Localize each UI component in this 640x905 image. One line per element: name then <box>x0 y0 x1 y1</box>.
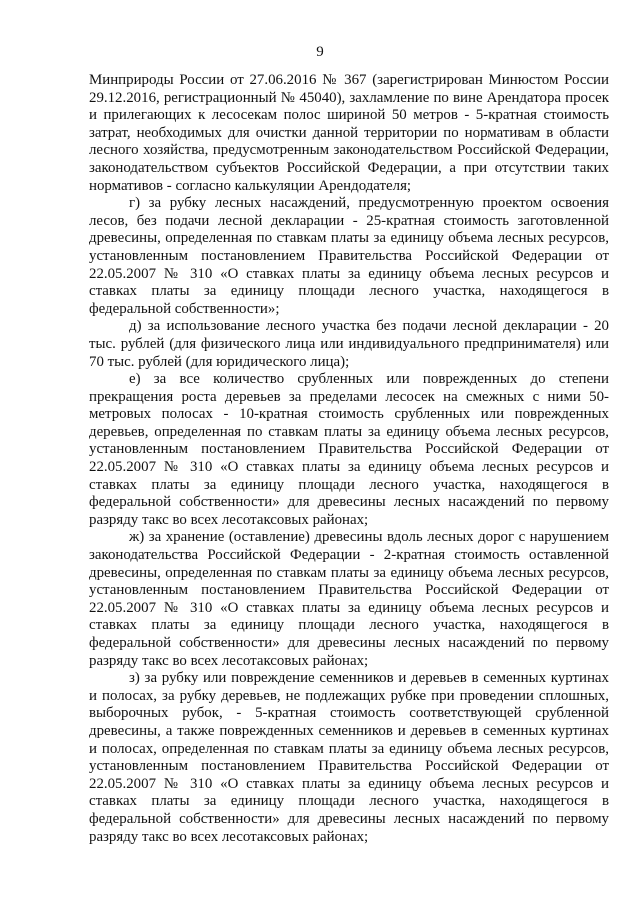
paragraph-item-g: г) за рубку лесных насаждений, предусмотренную проектом освоения лесов, без подачи лесной декларации - 25-кратная стоимость заготовленной древесины, определенная по ставкам платы за единицу объема лесных ресурсов, установленным постановлением Правительства Российской Федерации от 22.05.2007 № 310 «О ставках платы за единицу объема лесных ресурсов и ставках платы за единицу площади лесного участка, находящегося в федеральной собственности»; <box>89 195 609 317</box>
paragraph-item-e: е) за все количество срубленных или поврежденных до степени прекращения роста деревьев за пределами лесосек на смежных с ними 50-метровых полосах - 10-кратная стоимость срубленных или поврежденных деревьев, определенная по ставкам платы за единицу объема лесных ресурсов, установленным постановлением Правительства Российской Федерации от 22.05.2007 № 310 «О ставках платы за единицу объема лесных ресурсов и ставках платы за единицу площади лесного участка, находящегося в федеральной собственности» для древесины лесных насаждений по первому разряду такс во всех лесотаксовых районах; <box>89 371 609 528</box>
paragraph-item-zh: ж) за хранение (оставление) древесины вдоль лесных дорог с нарушением законодательства Российской Федерации - 2-кратная стоимость оставленной древесины, определенная по ставкам платы за единицу объема лесных ресурсов, установленным постановлением Правительства Российской Федерации от 22.05.2007 № 310 «О ставках платы за единицу объема лесных ресурсов и ставках платы за единицу площади лесного участка, находящегося в федеральной собственности» для древесины лесных насаждений по первому разряду такс во всех лесотаксовых районах; <box>89 529 609 669</box>
paragraph-continuation: Минприроды России от 27.06.2016 № 367 (зарегистрирован Минюстом России 29.12.2016, регистрационный № 45040), захламление по вине Арендатора просек и прилегающих к лесосекам полос шириной 50 метров - 5-кратная стоимость затрат, необходимых для очистки данной территории по нормативам в области лесного хозяйства, предусмотренным законодательством Российской Федерации, законодательством субъектов Российской Федерации, а при отсутствии таких нормативов - согласно калькуляции Арендодателя; <box>89 72 609 194</box>
paragraph-item-z: з) за рубку или повреждение семенников и деревьев в семенных куртинах и полосах, за рубку деревьев, не подлежащих рубке при проведении сплошных, выборочных рубок, - 5-кратная стоимость соответствующей срубленной древесины, а также поврежденных семенников и деревьев в семенных куртинах и полосах, определенная по ставкам платы за единицу объема лесных ресурсов, установленным постановлением Правительства Российской Федерации от 22.05.2007 № 310 «О ставках платы за единицу объема лесных ресурсов и ставках платы за единицу площади лесного участка, находящегося в федеральной собственности» для древесины лесных насаждений по первому разряду такс во всех лесотаксовых районах; <box>89 670 609 845</box>
paragraph-item-d: д) за использование лесного участка без подачи лесной декларации - 20 тыс. рублей (для физического лица или индивидуального предпринимателя) или 70 тыс. рублей (для юридического лица); <box>89 318 609 370</box>
page-number: 9 <box>316 44 324 60</box>
body-text <box>89 72 609 846</box>
